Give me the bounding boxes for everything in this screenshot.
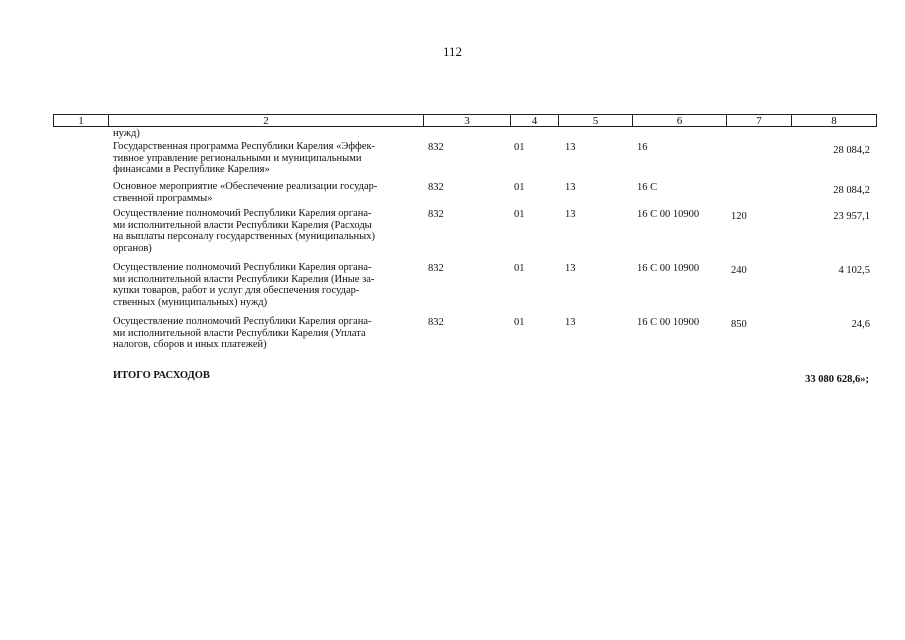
continuation-text: нужд) [113,128,140,139]
expense-type-code: 850 [731,319,747,330]
row-description-line: Государственная программа Республики Карелия «Эффек- [113,141,376,152]
amount: 28 084,2 [833,185,870,196]
row-description-line: ми исполнительной власти Республики Карелия (Иные за- [113,273,375,285]
row-description-line: налогов, сборов и иных платежей) [113,339,267,350]
row-description-line: органов) [113,242,152,254]
header-col-7: 7 [726,114,791,127]
page-number: 112 [442,44,463,59]
row-description-line: Основное мероприятие «Обеспечение реализации государ- [113,181,378,192]
target-article-code: 16 С [637,182,658,193]
expense-type-code: 120 [731,211,747,222]
expense-type-code: 240 [731,265,747,276]
admin-code: 832 [428,263,444,274]
header-col-3: 3 [423,114,510,127]
section-code: 01 [514,317,525,328]
amount: 24,6 [851,319,870,330]
section-code: 01 [514,142,525,153]
row-description-line: Осуществление полномочий Республики Карелия органа- [113,208,372,219]
subsection-code: 13 [565,209,576,220]
header-col-6: 6 [632,114,726,127]
admin-code: 832 [428,142,444,153]
row-description-line: купки товаров, работ и услуг для обеспечения государ- [113,285,360,296]
row-description-line: на выплаты персоналу государственных (муниципальных) [113,231,375,242]
subsection-code: 13 [565,142,576,153]
subsection-code: 13 [565,182,576,193]
target-article-code: 16 С 00 10900 [637,317,700,328]
subsection-code: 13 [565,263,576,274]
subsection-code: 13 [565,317,576,328]
admin-code: 832 [428,317,444,328]
admin-code: 832 [428,209,444,220]
target-article-code: 16 С 00 10900 [637,263,700,274]
total-amount: 33 080 628,6»; [805,374,869,385]
amount: 28 084,2 [833,145,870,156]
row-description-line: тивное управление региональными и муниципальными [113,152,362,164]
amount: 23 957,1 [833,211,870,222]
header-col-2: 2 [108,114,423,127]
row-description-line: ственных (муниципальных) нужд) [113,296,268,308]
total-label: ИТОГО РАСХОДОВ [113,370,210,381]
section-code: 01 [514,182,525,193]
target-article-code: 16 С 00 10900 [637,209,700,220]
row-description-line: финансами в Республике Карелия» [113,164,270,175]
row-description-line: ственной программы» [113,192,213,204]
section-code: 01 [514,263,525,274]
header-col-4: 4 [510,114,558,127]
header-col-8: 8 [791,114,877,127]
amount: 4 102,5 [838,265,870,276]
header-col-1: 1 [53,114,108,127]
row-description-line: Осуществление полномочий Республики Карелия органа- [113,262,372,273]
row-description-line: ми исполнительной власти Республики Карелия (Уплата [113,327,366,339]
row-description-line: ми исполнительной власти Республики Карелия (Расходы [113,219,372,231]
header-col-5: 5 [558,114,632,127]
target-article-code: 16 [637,142,648,153]
admin-code: 832 [428,182,444,193]
row-description-line: Осуществление полномочий Республики Карелия органа- [113,316,372,327]
section-code: 01 [514,209,525,220]
